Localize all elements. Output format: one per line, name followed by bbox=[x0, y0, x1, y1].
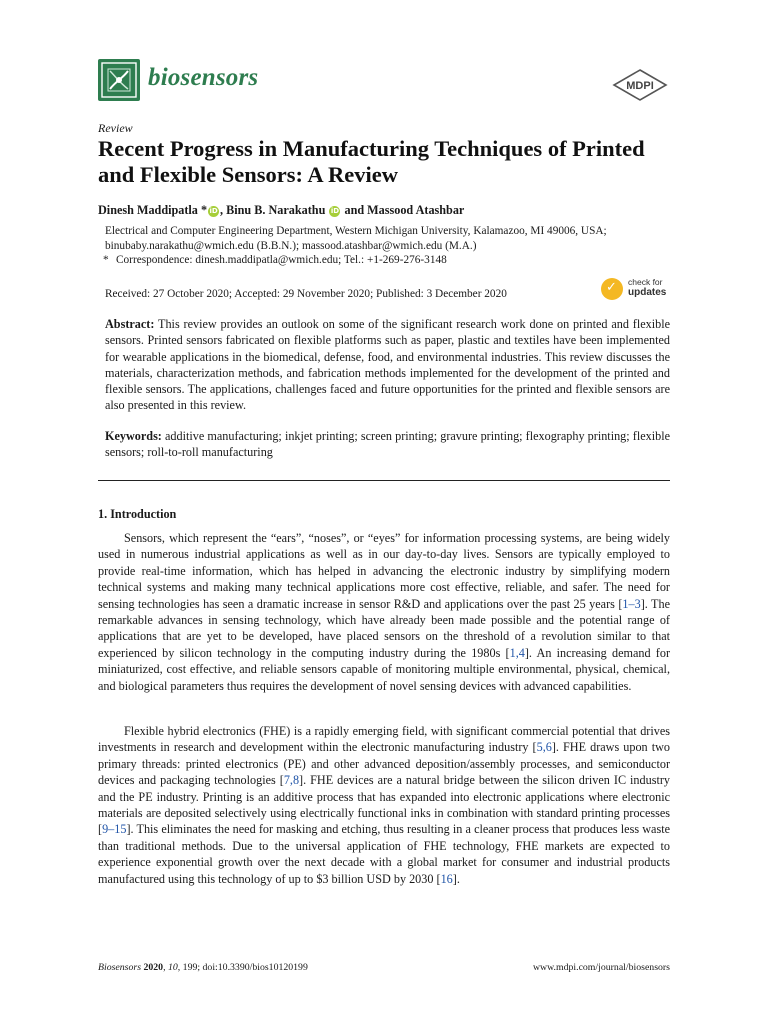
journal-name: biosensors bbox=[148, 64, 259, 91]
paragraph-text: ]. FHE devices are a natural bridge between the silicon driven IC industry and the PE industry. Printing is an additive process that has expanded into electronic applications where electronic materials are deposited selectively using electrically functional inks in combination with standard printing processes [ bbox=[98, 773, 670, 837]
section-heading: 1. Introduction bbox=[98, 507, 177, 521]
keywords-label: Keywords: bbox=[105, 429, 162, 443]
paragraph-text: ]. FHE draws upon two primary threads: printed electronics (PE) and other advanced deposition/assembly processes, and semiconductor devices and packaging technologies [ bbox=[98, 740, 670, 788]
publication-dates: Received: 27 October 2020; Accepted: 29 November 2020; Published: 3 December 2020 bbox=[105, 288, 507, 300]
section-divider bbox=[98, 480, 670, 481]
citation-link[interactable]: 16 bbox=[440, 871, 453, 886]
affiliation bbox=[105, 224, 670, 254]
body-paragraph bbox=[98, 530, 670, 694]
article-title: Recent Progress in Manufacturing Techniques of Printed and Flexible Sensors: A Review bbox=[98, 136, 645, 187]
article-type: Review bbox=[98, 121, 133, 135]
mdpi-logo-icon bbox=[611, 68, 669, 102]
footer-journal: Biosensors bbox=[98, 962, 142, 973]
publisher-name: MDPI bbox=[626, 80, 654, 92]
citation-link[interactable]: 9–15 bbox=[102, 822, 127, 837]
citation-link[interactable]: 5,6 bbox=[536, 740, 552, 755]
abstract-text: This review provides an outlook on some of the significant research work done on printed and flexible sensors. Printed sensors fabricated on flexible platforms such as paper, plastic and textiles have been implemented for wearable applications in the biomedical, defense, food, and environmental industries. This review discusses the materials, characterization methods, and fabrication methods implemented for the development of the printed and flexible sensors. The applications, challenges faced and future opportunities for the printed and flexible sensors are also presented in this review. bbox=[105, 317, 670, 413]
paragraph-text: Sensors, which represent the “ears”, “noses”, or “eyes” for information processing systems, are being widely used in numerous industrial applications as well as in our day-to-day lives. Sensors are typically employed to provide real-time information, which has helped in advancing the electronic industry by simplifying modern technical systems and making many technical applications more cost effective, reliable, and safer. The need for sensing technologies has seen a dramatic increase in sensor R&D and applications over the past 25 years [ bbox=[98, 531, 670, 611]
paragraph-text: ]. The remarkable advances in sensing technology, which have already been made possible and the potential range of applications that are yet to be developed, have placed sensors on the threshold of a revolution similar to that experienced by silicon technology in the computing industry during the 1980s [ bbox=[98, 596, 670, 660]
check-updates-line1: check for bbox=[628, 277, 663, 287]
abstract bbox=[105, 316, 670, 414]
citation-link[interactable]: 7,8 bbox=[283, 773, 300, 788]
correspondence-text: Correspondence: dinesh.maddipatla@wmich.edu; Tel.: +1-269-276-3148 bbox=[116, 254, 447, 266]
keywords-text: additive manufacturing; inkjet printing; screen printing; gravure printing; flexography printing; flexible sensors; roll-to-roll manufacturing bbox=[105, 429, 670, 460]
footer-year: 2020 bbox=[143, 962, 164, 973]
affiliation-line: Electrical and Computer Engineering Department, Western Michigan University, Kalamazoo, MI 49006, USA; bbox=[105, 225, 607, 237]
citation-link[interactable]: 1–3 bbox=[622, 596, 641, 611]
author-list bbox=[98, 203, 464, 218]
orcid-icon[interactable]: iD bbox=[209, 207, 218, 215]
correspondence-star: * bbox=[103, 254, 109, 266]
author-name: and Massood Atashbar bbox=[341, 203, 465, 217]
body-paragraph bbox=[98, 723, 670, 887]
check-for-updates-badge[interactable] bbox=[601, 277, 671, 303]
footer-volume: 10 bbox=[167, 962, 178, 973]
journal-logo bbox=[98, 59, 140, 101]
author-name: , Binu B. Narakathu bbox=[220, 203, 326, 217]
footer-doi[interactable]: , 199; doi:10.3390/bios10120199 bbox=[177, 962, 308, 973]
checkmark-icon: ✓ bbox=[606, 280, 617, 295]
paragraph-text: ]. An increasing demand for miniaturized, cost effective, and reliable sensors capable of monitoring multiple environmental, physical, chemical, and biological parameters thus requires the development of novel sensing devices with advanced capabilities. bbox=[98, 645, 670, 693]
correspondence bbox=[105, 254, 447, 266]
affiliation-emails: binubaby.narakathu@wmich.edu (B.B.N.); massood.atashbar@wmich.edu (M.A.) bbox=[105, 240, 477, 252]
footer-citation: Biosensors 2020, 10, 199; doi:10.3390/bios10120199 bbox=[98, 962, 308, 973]
paragraph-text: ]. This eliminates the need for masking and etching, thus resulting in a cleaner process that produces less waste than traditional methods. Due to the universal application of FHE technology, FHE markets are expected to experience exponential growth over the next decade with a global market for consumer and industrial products manufactured using this technology of up to $3 billion USD by 2030 [ bbox=[98, 822, 670, 886]
check-updates-line2: updates bbox=[628, 287, 667, 298]
publisher-logo bbox=[611, 68, 669, 102]
abstract-label: Abstract: bbox=[105, 317, 155, 331]
paragraph-text: Flexible hybrid electronics (FHE) is a rapidly emerging field, with significant commercial potential that drives investments in research and development within the electronic manufacturing industry [ bbox=[98, 724, 670, 755]
journal-logo-icon bbox=[98, 59, 140, 101]
keywords bbox=[105, 428, 670, 461]
orcid-icon[interactable]: iD bbox=[330, 207, 340, 215]
citation-link[interactable]: 1,4 bbox=[509, 645, 525, 660]
footer-url[interactable]: www.mdpi.com/journal/biosensors bbox=[532, 962, 670, 973]
author-name: Dinesh Maddipatla * bbox=[98, 203, 208, 217]
paragraph-text: ]. bbox=[452, 871, 460, 886]
